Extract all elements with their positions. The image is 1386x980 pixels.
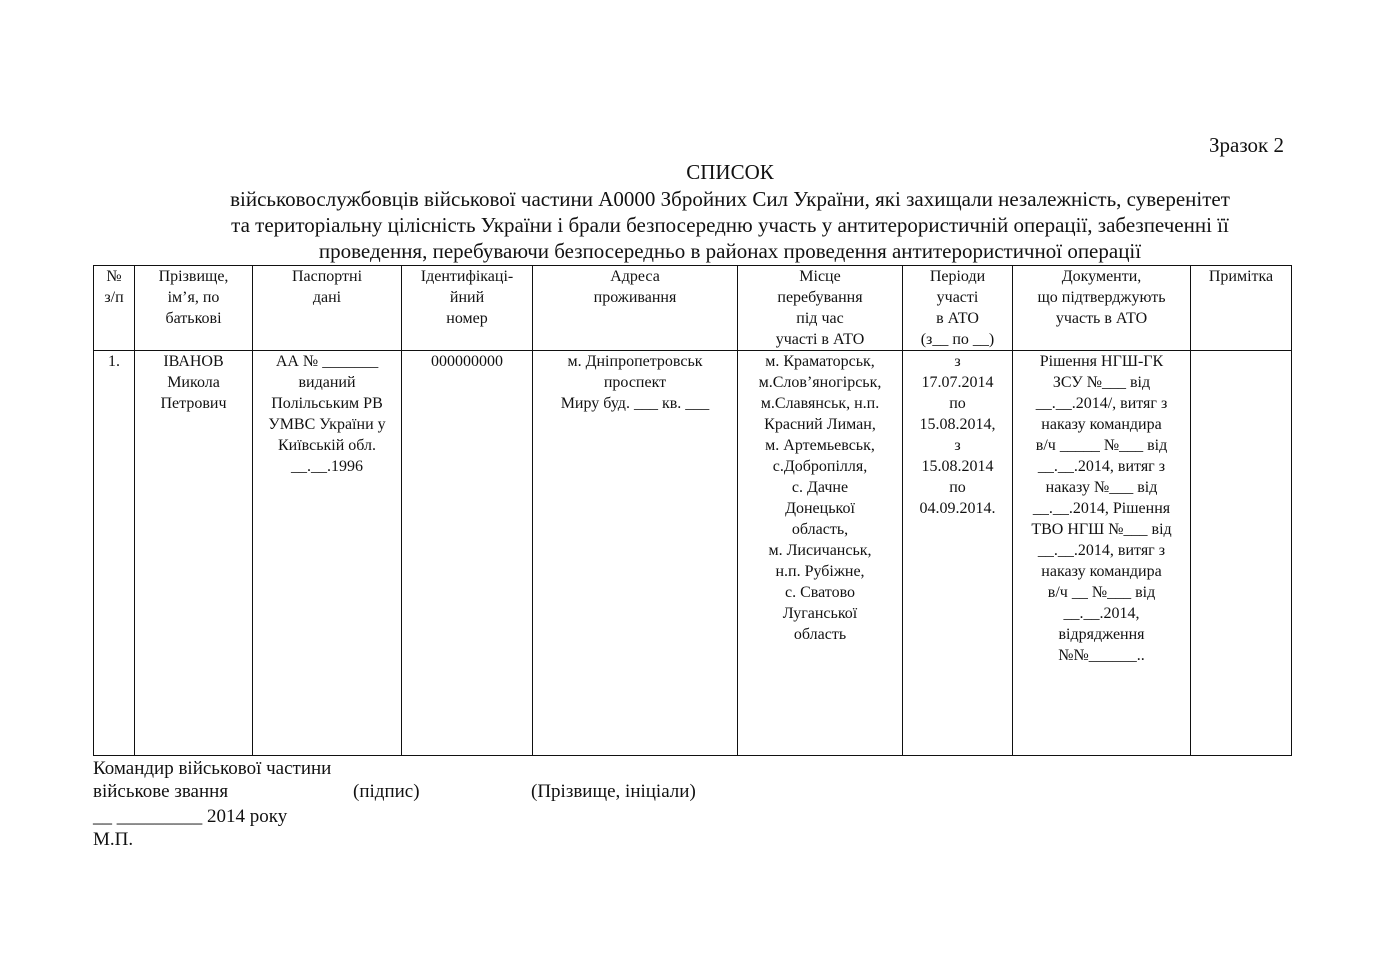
signature-label: (підпис): [353, 781, 420, 802]
name-label: (Прізвище, ініціали): [531, 781, 696, 802]
header-location: Місце перебування під час участі в АТО: [738, 266, 903, 351]
date-line: __ _________ 2014 року: [93, 806, 288, 827]
header-documents: Документи, що підтверджують участь в АТО: [1013, 266, 1191, 351]
cell-documents: Рішення НГШ-ГК ЗСУ №___ від __.__.2014/, витяг з наказу командира в/ч _____ №___ від __.__.2014, витяг з наказу №___ від __.__.2014, Рішення ТВО НГШ №___ від __.__.2014, витяг з наказу командира в/ч __ №___ від __.__.2014, відрядження №№______..: [1013, 351, 1191, 756]
table-row: [94, 351, 1292, 756]
rank-label: військове звання: [93, 781, 229, 802]
sample-label: Зразок 2: [1209, 133, 1284, 157]
personnel-table: [93, 265, 1292, 756]
header-number: № з/п: [94, 266, 135, 351]
header-periods: Періоди участі в АТО (з__ по __): [903, 266, 1013, 351]
seal-label: М.П.: [93, 829, 134, 850]
heading-line: військовослужбовців військової частини А0000 Збройних Сил України, які захищали незалежність, суверенітет: [230, 187, 1230, 211]
table-header-row: [94, 266, 1292, 351]
header-tax-id: Ідентифікаці- йний номер: [402, 266, 533, 351]
heading-line: проведення, перебуваючи безпосередньо в районах проведення антитерористичної операції: [318, 239, 1142, 263]
header-address: Адреса проживання: [533, 266, 738, 351]
heading-line: та територіальну цілісність України і брали безпосередню участь у антитерористичній операції, забезпеченні її: [231, 213, 1229, 237]
cell-location: м. Краматорськ, м.Слов’яногірськ, м.Славянськ, н.п. Красний Лиман, м. Артемьевськ, с.Добропілля, с. Дачне Донецької область, м. Лисичанськ, н.п. Рубіжне, с. Сватово Луганської область: [738, 351, 903, 756]
cell-tax-id: 000000000: [402, 351, 533, 756]
cell-periods: з 17.07.2014 по 15.08.2014, з 15.08.2014 по 04.09.2014.: [903, 351, 1013, 756]
document-heading: [130, 186, 1330, 264]
cell-address: м. Дніпропетровськ проспект Миру буд. ___ кв. ___: [533, 351, 738, 756]
header-full-name: Прізвище, ім’я, по батькові: [135, 266, 253, 351]
document-title: СПИСОК: [686, 160, 774, 184]
header-note: Примітка: [1191, 266, 1292, 351]
cell-passport: АА № _______ виданий Полільським РВ УМВС України у Київській обл. __.__.1996: [253, 351, 402, 756]
cell-full-name: ІВАНОВ Микола Петрович: [135, 351, 253, 756]
header-passport: Паспортні дані: [253, 266, 402, 351]
cell-note: [1191, 351, 1292, 756]
cell-number: 1.: [94, 351, 135, 756]
commander-line: Командир військової частини: [93, 758, 332, 779]
